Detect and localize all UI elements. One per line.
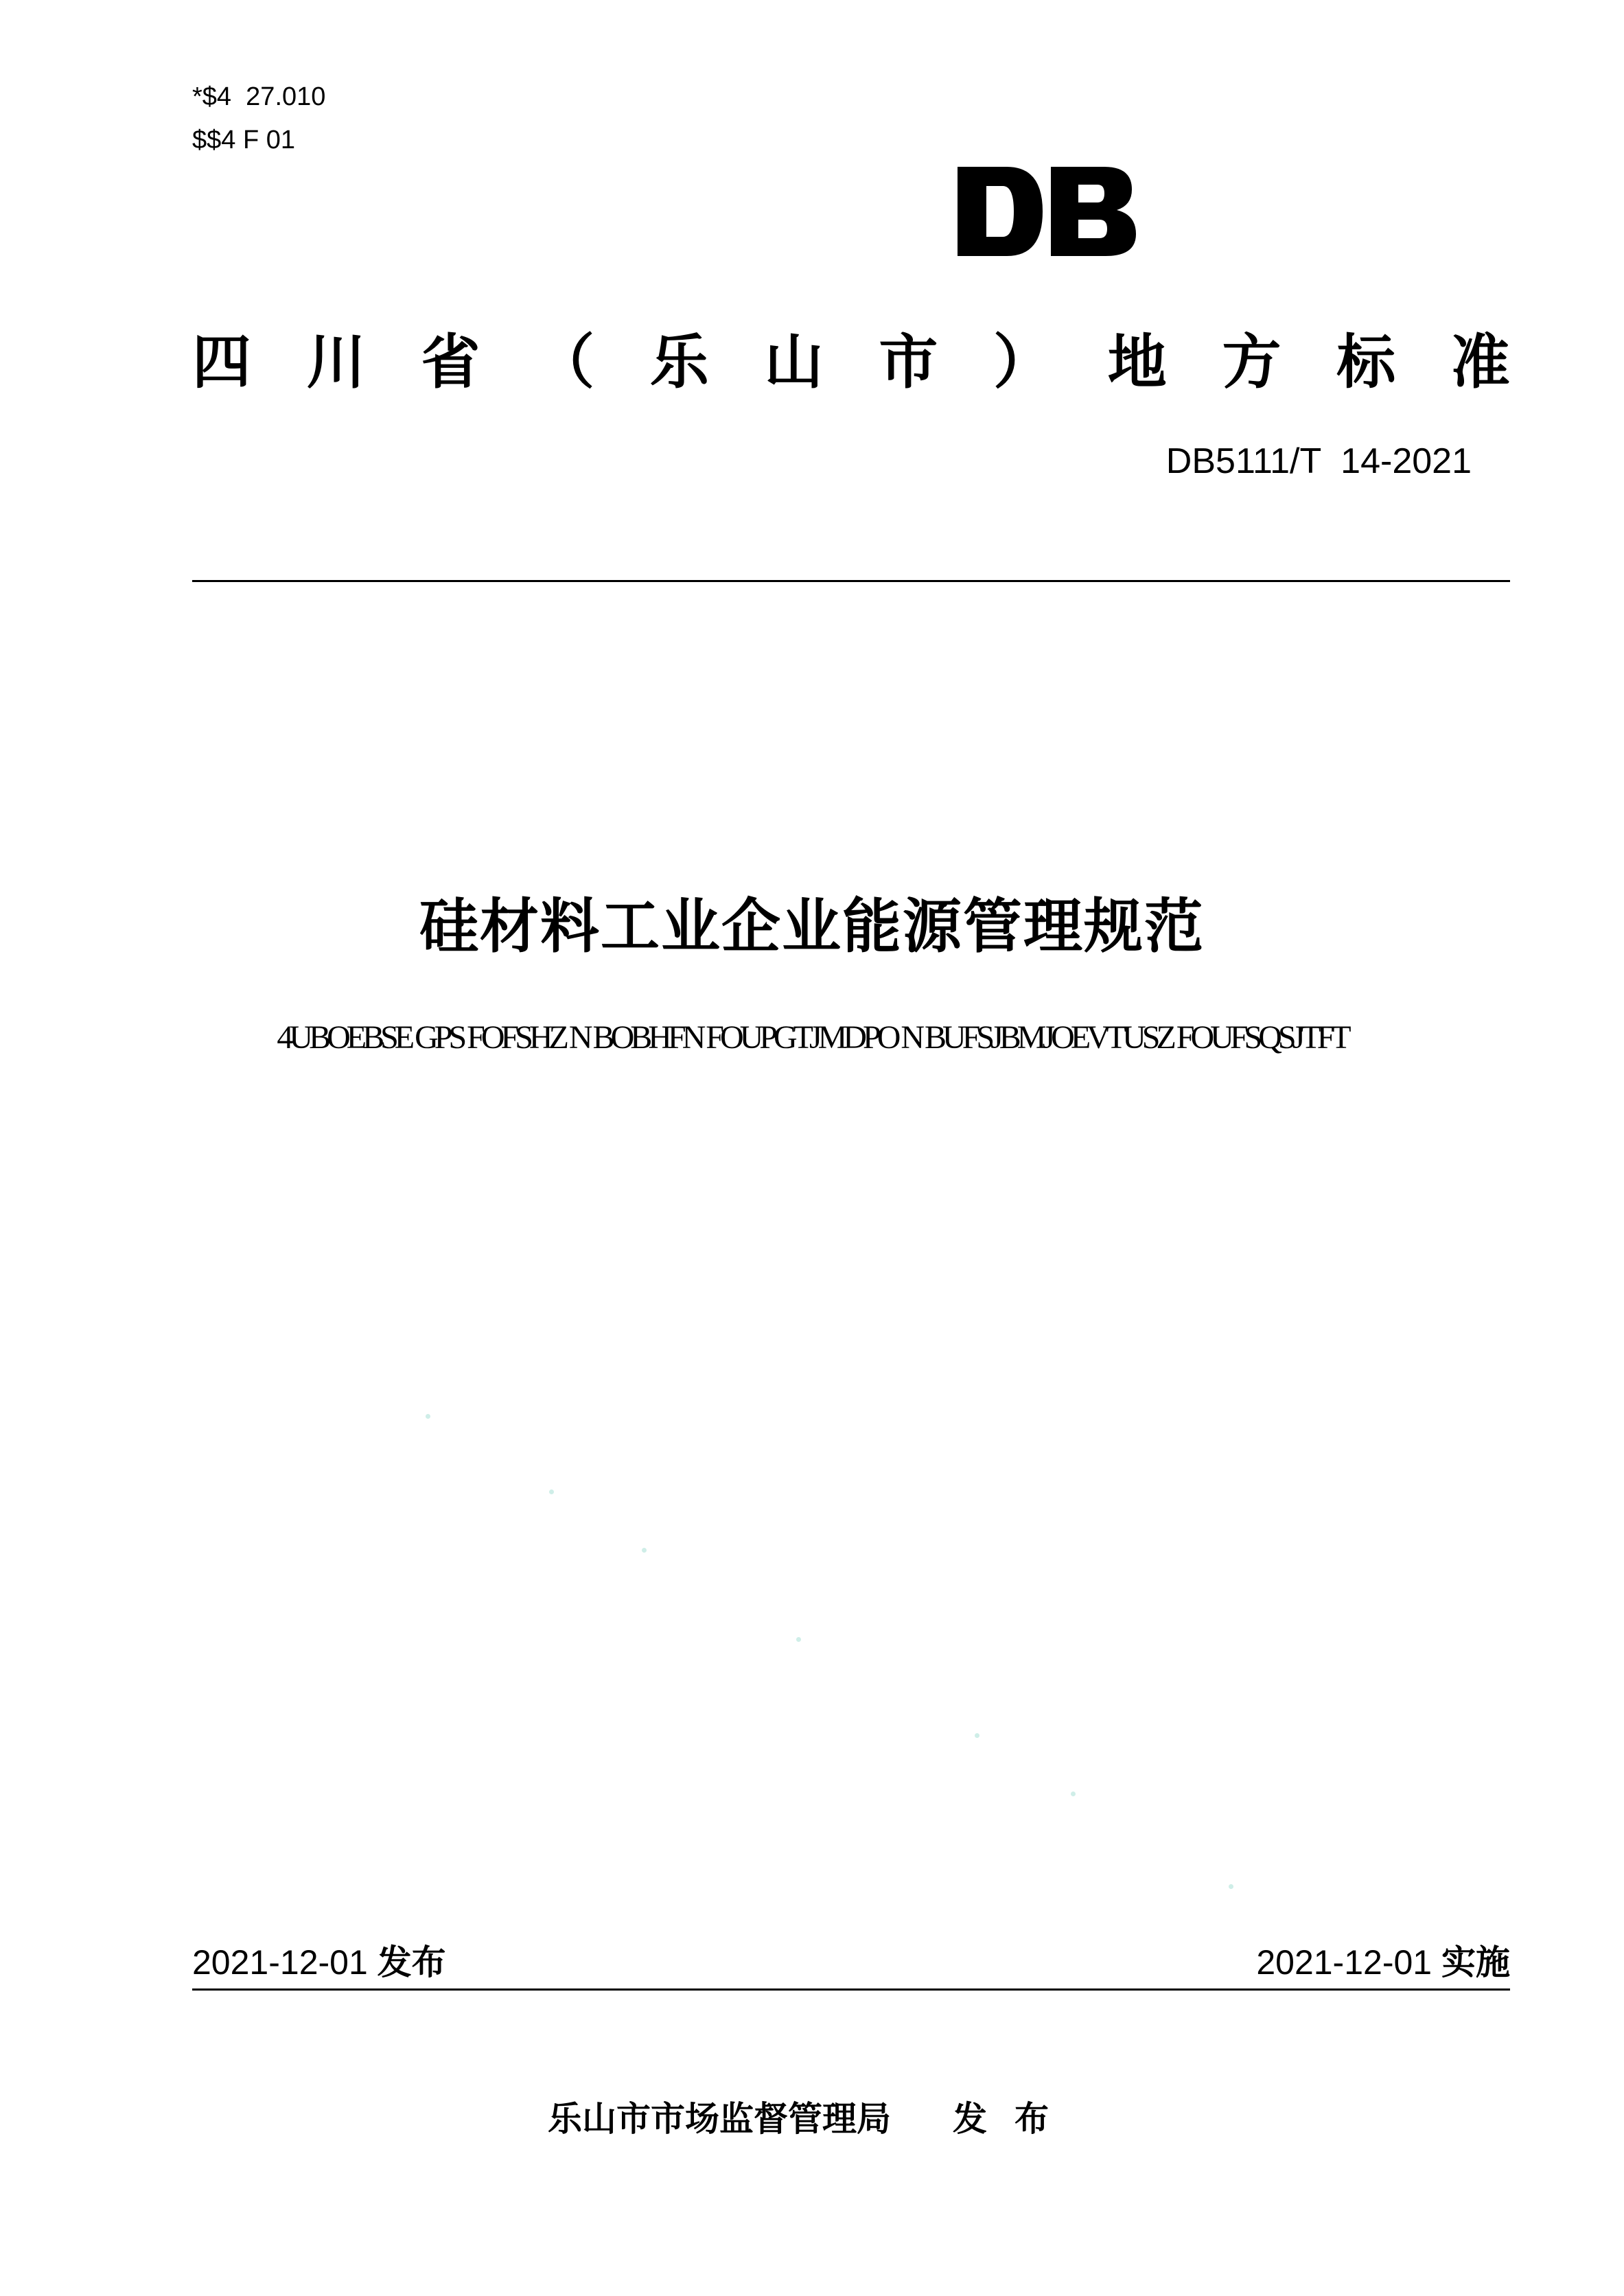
category-char: 山 xyxy=(764,328,824,397)
category-char: 准 xyxy=(1450,328,1510,397)
header-divider xyxy=(192,580,1510,582)
watermark-speck xyxy=(1229,1884,1233,1889)
watermark-speck xyxy=(642,1548,647,1553)
category-char: 市 xyxy=(879,328,938,397)
document-subtitle: 4UBOEBSE GPS FOFSHZ N BOBHFN FOUPGTJMDPO N BUFSJBMJOEVTUSZ FOUFSQSJTFT xyxy=(277,1019,1347,1056)
category-char: （ xyxy=(535,328,595,397)
issue-label: 发布 xyxy=(377,1943,446,1982)
category-char: 川 xyxy=(306,328,366,397)
db-logo xyxy=(958,167,1136,256)
publisher-verb: 发布 xyxy=(953,2099,1076,2139)
ics-code: *$4 27.010 xyxy=(192,82,326,111)
issue-date: 2021-12-01 xyxy=(192,1943,368,1982)
standard-category xyxy=(192,316,1510,398)
implement-date-line xyxy=(1256,1941,1510,1984)
publisher-line xyxy=(0,2097,1624,2141)
category-char: ） xyxy=(993,328,1053,397)
category-char: 方 xyxy=(1222,328,1281,397)
watermark-speck xyxy=(975,1733,979,1738)
issue-date-line xyxy=(192,1941,446,1984)
watermark-speck xyxy=(549,1489,554,1494)
implement-date: 2021-12-01 xyxy=(1256,1943,1432,1982)
category-char: 乐 xyxy=(649,328,709,397)
watermark-speck xyxy=(1071,1791,1076,1796)
watermark-speck xyxy=(426,1414,430,1419)
watermark-speck xyxy=(796,1637,801,1642)
category-char: 省 xyxy=(421,328,480,397)
category-char: 四 xyxy=(192,328,251,397)
ccs-code: $$4 F 01 xyxy=(192,126,295,154)
publisher-name: 乐山市市场监督管理局 xyxy=(548,2099,891,2139)
date-divider xyxy=(192,1988,1510,1991)
document-title: 硅材料工业企业能源管理规范 xyxy=(419,892,1205,961)
category-char: 标 xyxy=(1336,328,1396,397)
standard-number: DB5111/T 14-2021 xyxy=(1165,441,1472,481)
category-char: 地 xyxy=(1107,328,1167,397)
implement-label: 实施 xyxy=(1441,1943,1510,1982)
